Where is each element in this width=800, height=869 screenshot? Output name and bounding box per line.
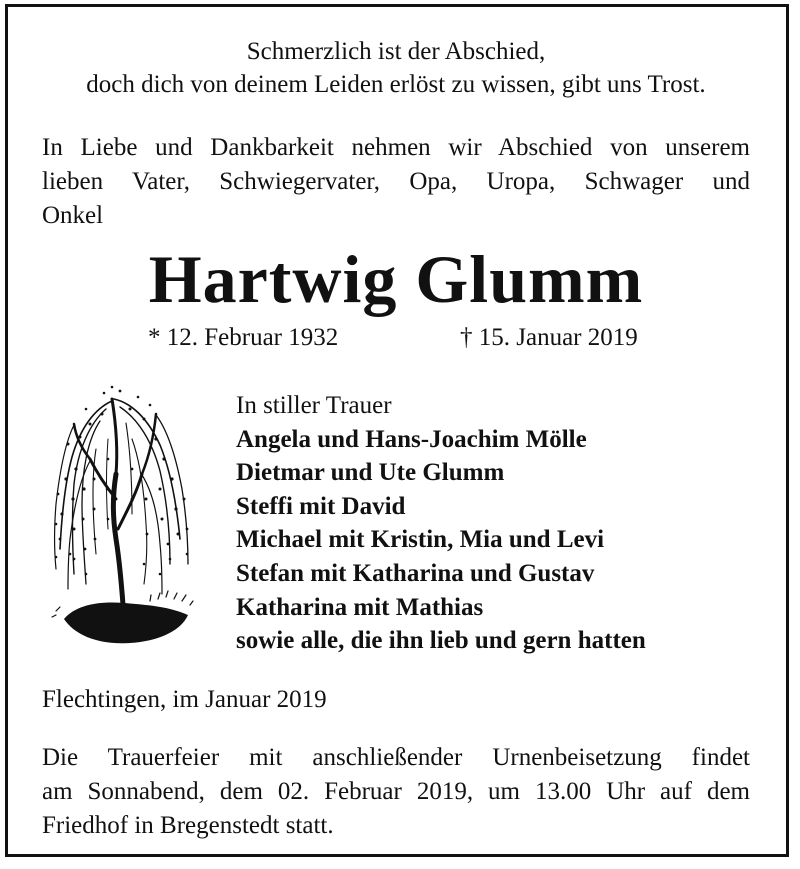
mourner-name: Katharina mit Mathias [236, 593, 484, 621]
service-line-3: Friedhof in Bregenstedt statt. [42, 812, 334, 839]
mourner-name: Dietmar und Ute Glumm [236, 459, 505, 487]
mourner-name: Michael mit Kristin, Mia und Levi [236, 526, 605, 554]
birth-date: * 12. Februar 1932 [148, 324, 339, 351]
intro-line-3: Onkel [42, 202, 104, 229]
intro-line-1: In Liebe und Dankbarkeit nehmen wir Abschied von unserem [42, 134, 750, 161]
mourner-name: sowie alle, die ihn lieb und gern hatten [236, 627, 646, 655]
intro-line-2: lieben Vater, Schwiegervater, Opa, Uropa, Schwager und [42, 168, 750, 195]
motto-line-1: Schmerzlich ist der Abschied, [246, 38, 546, 65]
motto-line-2: doch dich von deinem Leiden erlöst zu wissen, gibt uns Trost. [86, 71, 706, 98]
mourners-lead: In stiller Trauer [236, 392, 392, 419]
deceased-name: Hartwig Glumm [148, 241, 644, 317]
motto [42, 35, 750, 101]
obituary-frame [5, 4, 789, 857]
intro-text [42, 131, 750, 233]
place-and-date: Flechtingen, im Januar 2019 [42, 686, 327, 713]
mourner-name: Steffi mit David [236, 492, 406, 520]
mourner-name: Stefan mit Katharina und Gustav [236, 559, 595, 587]
weeping-willow-icon [46, 379, 196, 649]
mourners-list [236, 389, 750, 658]
funeral-service-info [42, 741, 750, 843]
mourner-name: Angela und Hans-Joachim Mölle [236, 425, 587, 453]
obituary-content [42, 7, 750, 854]
death-date: † 15. Januar 2019 [460, 324, 638, 351]
service-line-2: am Sonnabend, dem 02. Februar 2019, um 13.00 Uhr auf dem [42, 778, 750, 805]
service-line-1: Die Trauerfeier mit anschließender Urnenbeisetzung findet [42, 744, 750, 771]
